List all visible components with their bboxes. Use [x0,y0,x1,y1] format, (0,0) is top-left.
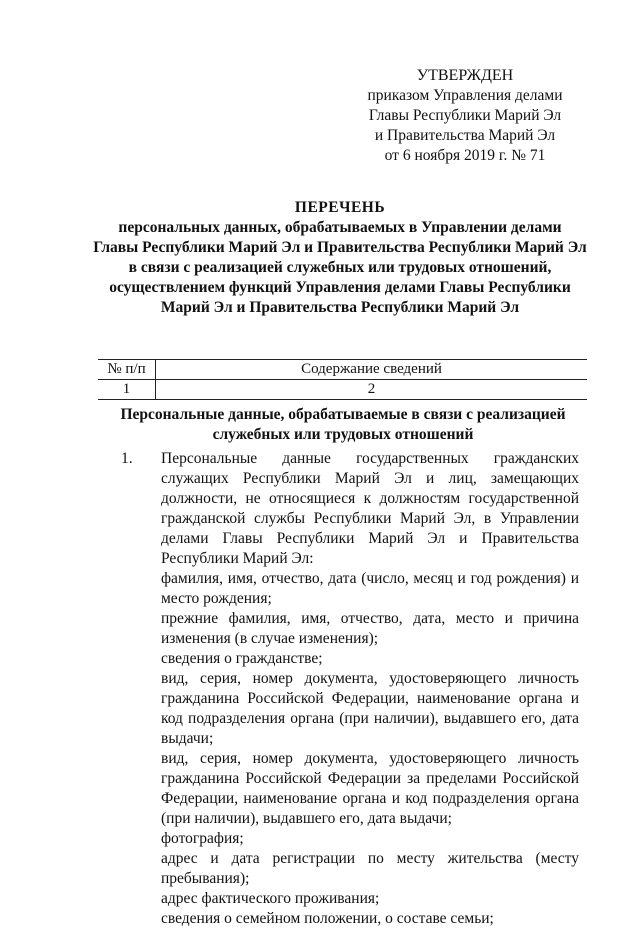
approval-stamp [360,66,570,166]
item-content [161,449,579,929]
document-title: ПЕРЕЧЕНЬ [294,199,386,216]
item-paragraph: сведения о гражданстве; [161,650,323,667]
item-paragraph: адрес и дата регистрации по месту жительства (месту пребывания); [161,850,579,887]
column-header-content: Содержание сведений [156,360,588,380]
column-header-number: № п/п [98,360,156,380]
document-heading [90,198,590,318]
heading-line: в связи с реализацией служебных или трудовых отношений, [128,259,552,276]
approval-title: УТВЕРЖДЕН [416,67,514,84]
item-paragraph: фотография; [161,830,244,847]
table-numbering-row [98,380,587,400]
item-number: 1. [121,450,133,467]
column-number-1: 1 [98,380,156,400]
heading-line: Марий Эл и Правительства Республики Марий Эл [160,299,520,316]
table-header-row [98,360,587,380]
section-title [108,405,578,445]
approval-line: от 6 ноября 2019 г. № 71 [384,147,546,164]
item-paragraph: фамилия, имя, отчество, дата (число, месяц и год рождения) и место рождения; [161,570,579,607]
heading-line: Главы Республики Марий Эл и Правительства Республики Марий Эл [93,239,587,256]
section-title-line: служебных или трудовых отношений [212,426,474,443]
heading-line: осуществлением функций Управления делами Главы Республики [109,279,571,296]
item-paragraph: вид, серия, номер документа, удостоверяющего личность гражданина Российской Федерации за пределами Российской Федерации, наименование органа и код подразделения органа (при наличии), выдавшего его, дата выдачи; [161,750,579,827]
approval-line: Главы Республики Марий Эл [368,107,562,124]
item-paragraph: прежние фамилия, имя, отчество, дата, место и причина изменения (в случае изменения); [161,610,579,647]
item-paragraph: вид, серия, номер документа, удостоверяющего личность гражданина Российской Федерации, наименование органа и код подразделения органа (при наличии), выдавшего его, дата выдачи; [161,670,579,747]
approval-line: и Правительства Марий Эл [374,127,556,144]
column-header-table [98,359,587,400]
heading-line: персональных данных, обрабатываемых в Управлении делами [118,219,562,236]
approval-line: приказом Управления делами [367,87,563,104]
item-paragraph: Персональные данные государственных гражданских служащих Республики Марий Эл и лиц, замещающих должности, не относящиеся к должностям государственной гражданской службы Республики Марий Эл, в Управлении делами Главы Республики Марий Эл и Правительства Республики Марий Эл: [161,450,579,567]
section-title-line: Персональные данные, обрабатываемые в связи с реализацией [120,406,566,423]
column-number-2: 2 [156,380,588,400]
item-paragraph: адрес фактического проживания; [161,890,380,907]
item-paragraph: сведения о семейном положении, о составе семьи; [161,910,494,927]
